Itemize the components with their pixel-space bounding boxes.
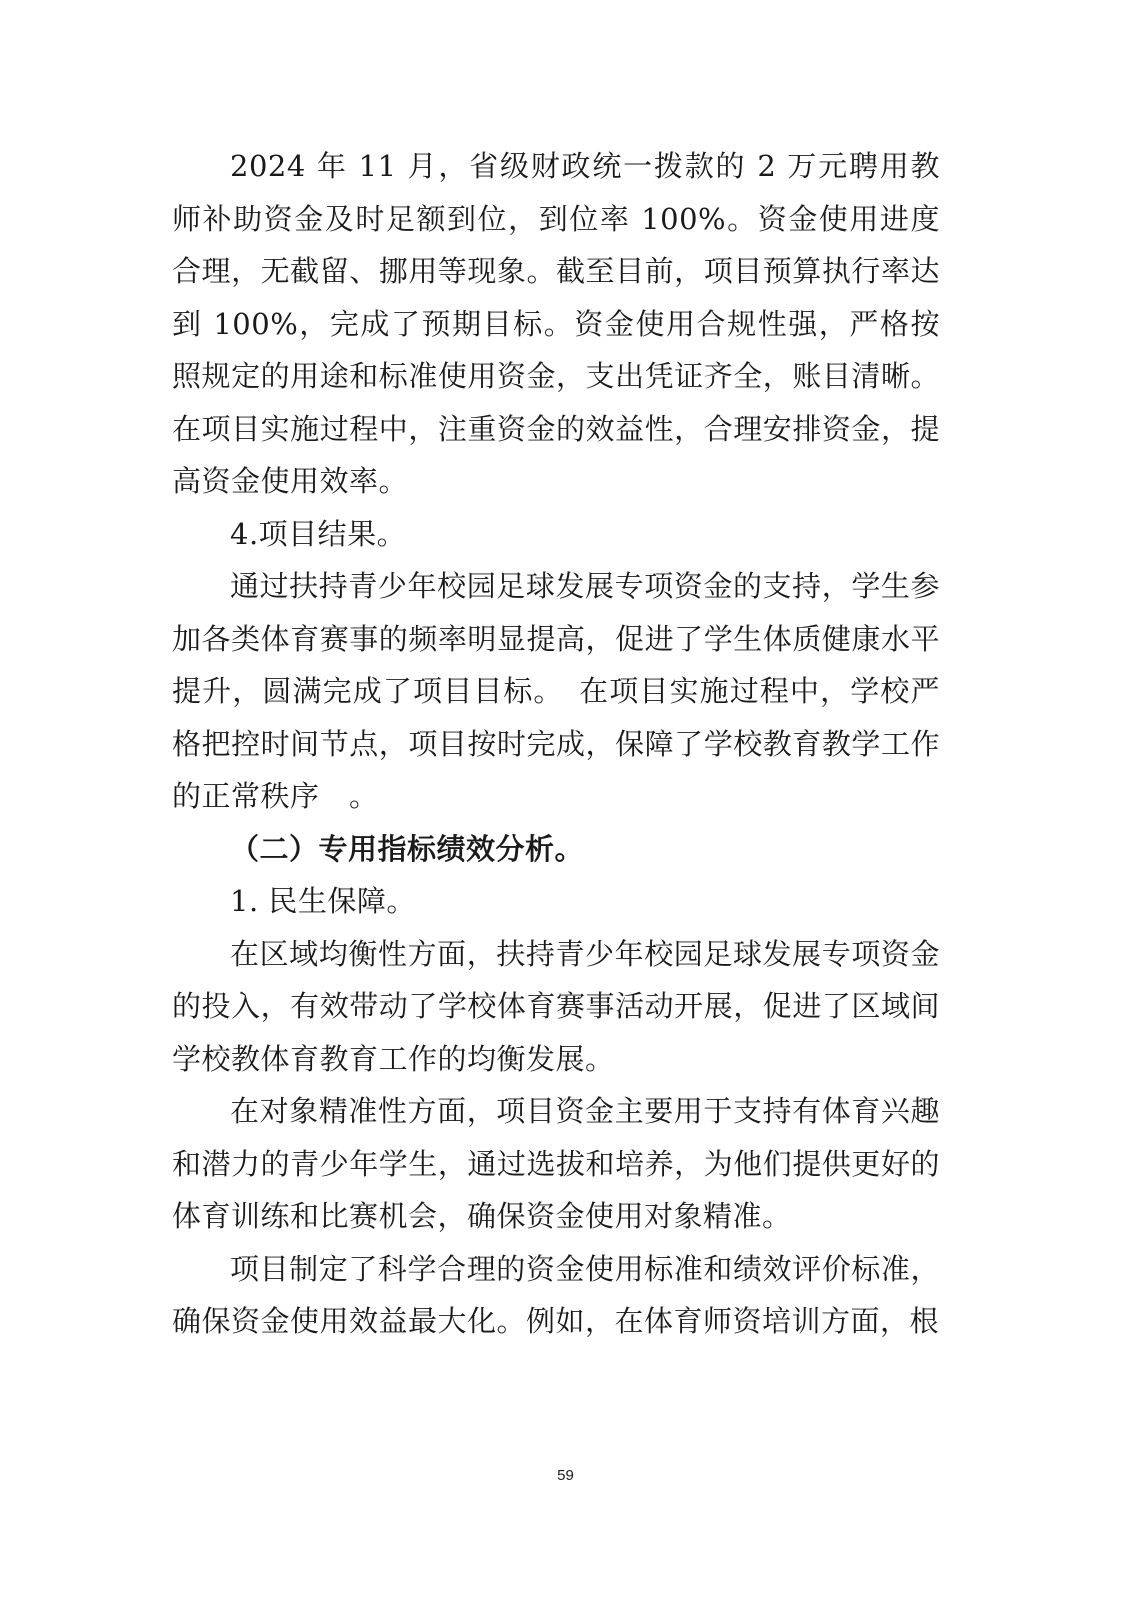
- paragraph-standards: 项目制定了科学合理的资金使用标准和绩效评价标准，确保资金使用效益最大化。例如，在体育师资培训方面，根: [172, 1251, 940, 1338]
- paragraph-project-results: 通过扶持青少年校园足球发展专项资金的支持，学生参加各类体育赛事的频率明显提高，促进了学生体质健康水平提升，圆满完成了项目目标。 在项目实施过程中，学校严格把控时间节点，项目按时完成，保障了学校教育教学工作的正常秩序 。: [172, 569, 940, 813]
- document-page: [172, 140, 940, 1348]
- paragraph-livelihood-heading: 1. 民生保障。: [230, 884, 416, 918]
- paragraph-target-precision: 在对象精准性方面，项目资金主要用于支持有体育兴趣和潜力的青少年学生，通过选拔和培养，为他们提供更好的体育训练和比赛机会，确保资金使用对象精准。: [172, 1094, 940, 1233]
- page-number: 59: [557, 1467, 574, 1484]
- paragraph-funding-status: 2024 年 11 月，省级财政统一拨款的 2 万元聘用教师补助资金及时足额到位，到位率 100%。资金使用进度合理，无截留、挪用等现象。截至目前，项目预算执行率达到 100%，完成了预期目标。资金使用合规性强，严格按照规定的用途和标准使用资金，支出凭证齐全，账目清晰。在项目实施过程中，注重资金的效益性，合理安排资金，提高资金使用效率。: [172, 149, 940, 498]
- paragraph-regional-balance: 在区域均衡性方面，扶持青少年校园足球发展专项资金的投入，有效带动了学校体育赛事活动开展，促进了区域间学校教体育教育工作的均衡发展。: [172, 936, 940, 1076]
- section-heading-special-indicators: （二）专用指标绩效分析。: [230, 831, 585, 866]
- paragraph-project-results-heading: 4.项目结果。: [230, 516, 407, 551]
